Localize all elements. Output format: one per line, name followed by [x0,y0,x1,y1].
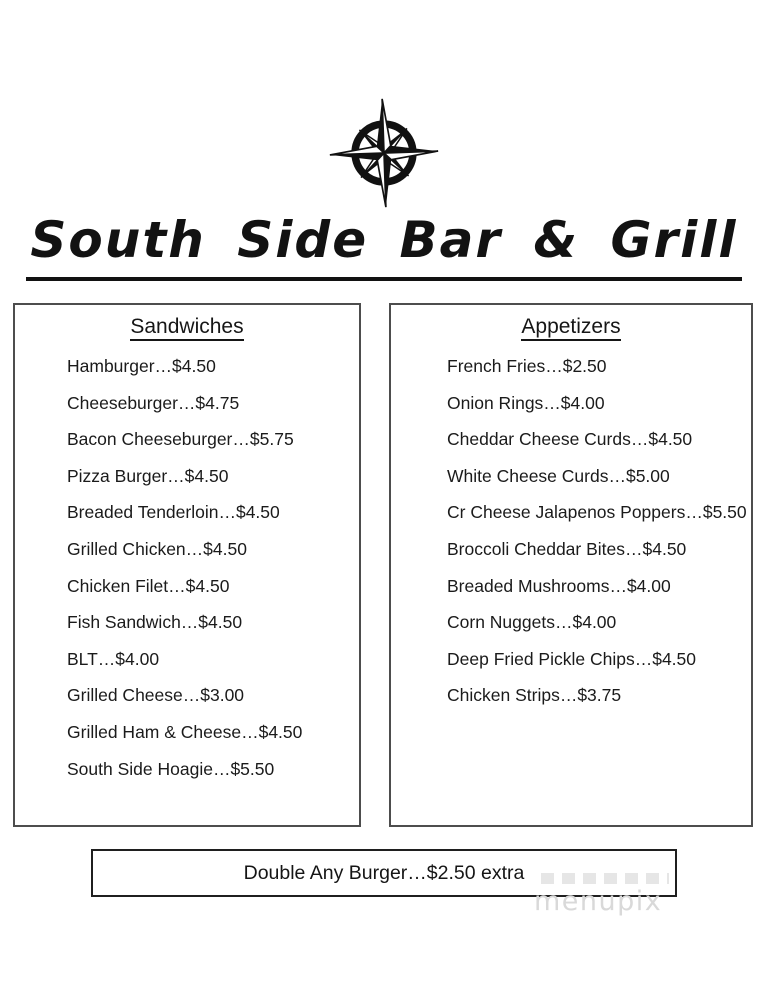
menu-item [447,641,751,678]
menu-item-text: South Side Hoagie…$5.50 [67,758,275,779]
menu-item-text: Onion Rings…$4.00 [447,392,605,413]
menu-item-text: Deep Fried Pickle Chips…$4.50 [447,648,697,669]
footer-note-text: Double Any Burger…$2.50 extra [243,862,525,884]
menu-item [447,385,751,422]
sandwiches-section [13,303,361,827]
menu-item-text: BLT…$4.00 [67,648,160,669]
menu-item [67,458,359,495]
menu-item-text: Cheddar Cheese Curds…$4.50 [447,429,693,450]
sandwiches-list [15,348,359,787]
menu-item [67,604,359,641]
menu-item-text: Chicken Strips…$3.75 [447,685,622,706]
menu-item-text: Hamburger…$4.50 [67,356,216,376]
menu-item-text: Grilled Chicken…$4.50 [67,538,247,559]
menu-item [67,348,359,385]
menu-item [447,494,751,531]
appetizers-header [391,315,751,339]
menu-item-text: Corn Nuggets…$4.00 [447,612,617,633]
title-wrap [0,213,768,281]
menu-item-text: White Cheese Curds…$5.00 [447,465,670,486]
menu-item [447,458,751,495]
menu-item-text: Broccoli Cheddar Bites…$4.50 [447,538,687,559]
menu-item-text: Bacon Cheeseburger…$5.75 [67,429,294,450]
appetizers-header-text: Appetizers [521,315,620,341]
sandwiches-header [15,315,359,339]
menu-item-text: Cheeseburger…$4.75 [67,392,240,413]
menu-item-text: Pizza Burger…$4.50 [67,465,229,486]
appetizers-section [389,303,753,827]
watermark-smudge [541,873,669,884]
menu-item-text: Grilled Ham & Cheese…$4.50 [67,721,303,742]
sandwiches-header-text: Sandwiches [130,315,243,341]
menu-item [447,604,751,641]
menu-item [67,677,359,714]
menu-item [67,641,359,678]
menu-item [447,421,751,458]
menu-item [447,568,751,605]
page-title: South Side Bar & Grill [26,213,741,281]
menu-item-text: Chicken Filet…$4.50 [67,575,230,596]
compass-rose-icon [327,97,441,209]
menu-item-text: Breaded Tenderloin…$4.50 [67,502,280,523]
menu-item-text: Breaded Mushrooms…$4.00 [447,575,671,596]
menu-item [67,714,359,751]
menu-item-text: Fish Sandwich…$4.50 [67,612,243,633]
menu-item [67,531,359,568]
watermark-text: menupix [534,886,663,917]
menu-item [67,421,359,458]
menu-item [67,494,359,531]
menu-item [447,677,751,714]
menu-item [447,348,751,385]
appetizers-list [391,348,751,714]
menu-item [67,751,359,788]
menu-item-text: French Fries…$2.50 [447,356,607,376]
menu-item-text: Cr Cheese Jalapenos Poppers…$5.50 [447,502,747,523]
menu-item [447,531,751,568]
menu-item-text: Grilled Cheese…$3.00 [67,685,245,706]
menu-item [67,385,359,422]
menu-item [67,568,359,605]
